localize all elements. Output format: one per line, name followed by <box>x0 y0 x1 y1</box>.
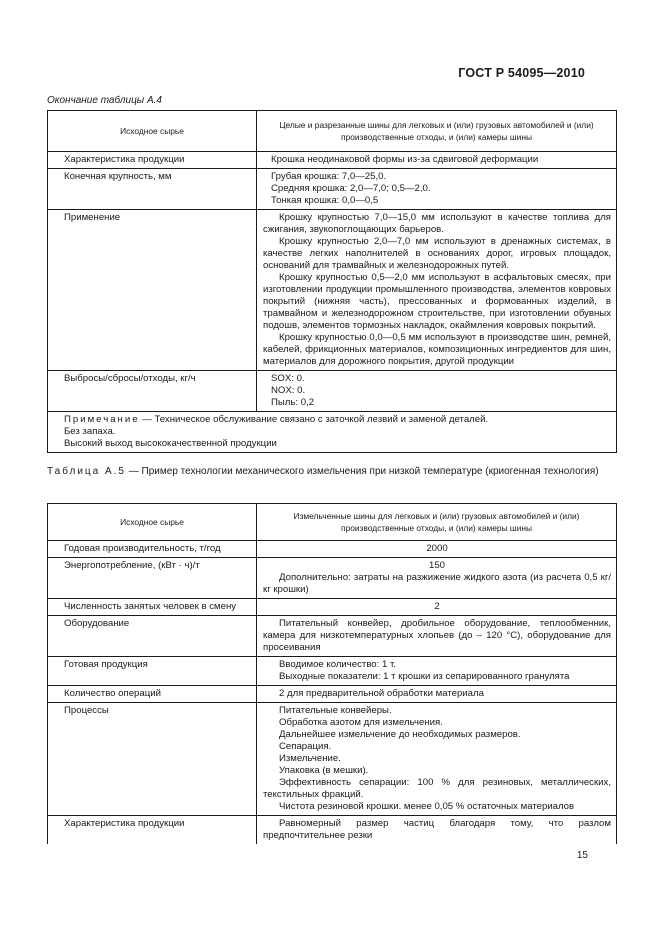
value-line: 2 для предварительной обработки материала <box>279 688 484 699</box>
table-row <box>48 616 617 657</box>
value-line: Тонкая крошка: 0,0—0,5 <box>271 195 379 206</box>
table-row <box>48 541 617 558</box>
row-label: Численность занятых человек в смену <box>48 599 257 616</box>
value-line: Выходные показатели: 1 т крошки из сепарированного гранулята <box>279 671 570 682</box>
value-line: Упаковка (в мешки). <box>279 765 369 776</box>
value-line: Дальнейшее измельчение до необходимых размеров. <box>279 729 521 740</box>
row-value <box>257 371 617 412</box>
note-first-line <box>64 414 611 426</box>
value-line: Измельчение. <box>279 753 341 764</box>
table-a5-caption-label: Таблица А.5 <box>47 466 126 477</box>
table-a5 <box>47 503 617 844</box>
table-a5-header-row <box>48 504 617 541</box>
value-paragraph: Дополнительно: затраты на разжижение жидкого азота (из расчета 0,5 кг/кг крошки) <box>263 572 611 595</box>
value-paragraph: Крошку крупностью 7,0—15,0 мм используют в качестве топлива для сжигания, звукопоглощающих барьеров. <box>263 212 611 235</box>
table-a5-caption <box>47 466 615 478</box>
table-row <box>48 169 617 210</box>
table-a4-note-row <box>48 412 617 453</box>
value-line: Вводимое количество: 1 т. <box>279 659 396 670</box>
value-paragraph: Равномерный размер частиц благодаря тому, что разлом предпочтительнее резки <box>263 818 611 841</box>
value-line: 150 <box>428 560 445 571</box>
table-row <box>48 371 617 412</box>
row-label: Выбросы/сбросы/отходы, кг/ч <box>48 371 257 412</box>
row-value <box>257 657 617 686</box>
page-number: 15 <box>576 850 588 861</box>
table-a4-head-col1: Исходное сырье <box>48 111 257 152</box>
row-value <box>257 703 617 816</box>
value-line: Пыль: 0,2 <box>271 397 315 408</box>
row-label: Годовая производительность, т/год <box>48 541 257 558</box>
row-value <box>257 686 617 703</box>
value-line: Питательные конвейеры. <box>279 705 392 716</box>
value-line: Средняя крошка: 2,0—7,0; 0,5—2,0. <box>271 183 431 194</box>
table-a5-caption-text: — Пример технологии механического измельчения при низкой температуре (криогенная технология) <box>128 466 599 477</box>
row-value <box>257 616 617 657</box>
row-label: Готовая продукция <box>48 657 257 686</box>
table-a4-note <box>48 412 617 453</box>
table-row <box>48 558 617 599</box>
row-label: Характеристика продукции <box>48 152 257 169</box>
row-value: 2000 <box>257 541 617 558</box>
row-label: Энергопотребление, (кВт · ч)/т <box>48 558 257 599</box>
value-line: Сепарация. <box>279 741 332 752</box>
value-line: Чистота резиновой крошки. менее 0,05 % остаточных материалов <box>279 801 575 812</box>
value-line: NOX: 0. <box>271 385 306 396</box>
row-label: Конечная крупность, мм <box>48 169 257 210</box>
value-line: SOX: 0. <box>271 373 305 384</box>
table-row <box>48 599 617 616</box>
value-line: Грубая крошка: 7,0—25,0. <box>271 171 387 182</box>
standard-code: ГОСТ Р 54095—2010 <box>458 66 585 80</box>
table-a5-head-col2: Измельченные шины для легковых и (или) грузовых автомобилей и (или) производственные отходы, и (или) камеры шины <box>257 504 617 541</box>
value-paragraph: Крошку крупностью 0,5—2,0 мм используют в асфальтовых смесях, при изготовлении продукции промышленного производства, элементов ковровых покрытий (нижняя часть), прессованных и формованных изделий, в трамвайном и железнодорожном строительстве, при изготовлении обувных подошв, элементов тормозных накладок, окаймления ковровых покрытий. <box>263 272 611 331</box>
row-value <box>257 558 617 599</box>
table-a4 <box>47 110 617 453</box>
row-label: Количество операций <box>48 686 257 703</box>
value-paragraph: Питательный конвейер, дробильное оборудование, теплообменник, камера для низкотемпературных хлопьев (до – 120 °С), оборудование для просеивания <box>263 618 611 653</box>
note-line: Без запаха. <box>64 426 116 437</box>
table-row <box>48 210 617 371</box>
row-label: Характеристика продукции <box>48 816 257 845</box>
row-value: 2 <box>257 599 617 616</box>
row-label: Применение <box>48 210 257 371</box>
note-text: — Техническое обслуживание связано с заточкой лезвий и заменой деталей. <box>142 414 489 425</box>
value-paragraph: Крошку крупностью 0,0—0,5 мм используют в производстве шин, ремней, кабелей, фрикционных материалов, композиционных ингредиентов для шин, материалов для дорожного покрытия, другой продукции <box>263 332 611 367</box>
value-line: Крошка неодинаковой формы из-за сдвиговой деформации <box>271 154 539 165</box>
table-row <box>48 686 617 703</box>
row-value <box>257 816 617 845</box>
note-label: Примечание <box>64 414 140 425</box>
table-a4-caption: Окончание таблицы А.4 <box>47 95 162 106</box>
table-row <box>48 657 617 686</box>
table-row <box>48 152 617 169</box>
row-value <box>257 210 617 371</box>
value-line: Обработка азотом для измельчения. <box>279 717 443 728</box>
value-paragraph: Эффективность сепарации: 100 % для резиновых, металлических, текстильных фракций. <box>263 777 611 800</box>
table-a5-head-col1: Исходное сырье <box>48 504 257 541</box>
table-row <box>48 703 617 816</box>
note-line: Высокий выход высококачественной продукции <box>64 438 277 449</box>
row-value <box>257 169 617 210</box>
row-value <box>257 152 617 169</box>
row-label: Оборудование <box>48 616 257 657</box>
row-label: Процессы <box>48 703 257 816</box>
table-row <box>48 816 617 845</box>
table-a4-head-col2: Целые и разрезанные шины для легковых и (или) грузовых автомобилей и (или) производственные отходы, и (или) камеры шины <box>257 111 617 152</box>
value-paragraph: Крошку крупностью 2,0—7,0 мм используют в дренажных системах, в качестве легких наполнителей в основаниях дорог, игровых площадок, оснований для трамвайных и железнодорожных путей. <box>263 236 611 271</box>
table-a4-header-row <box>48 111 617 152</box>
